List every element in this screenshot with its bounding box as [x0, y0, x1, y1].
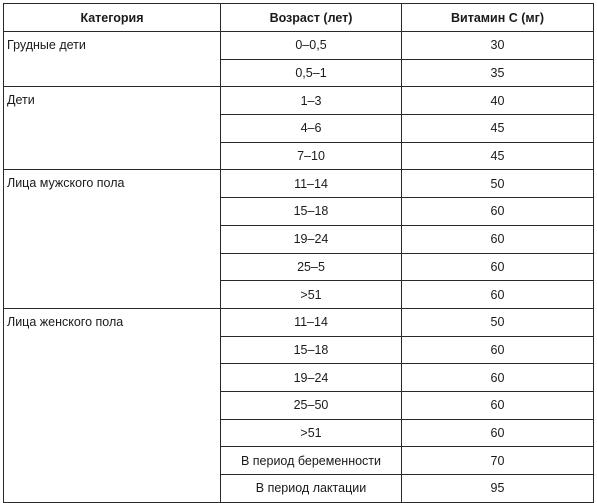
table-header-row — [4, 4, 594, 32]
header-age: Возраст (лет) — [221, 4, 402, 32]
vitamin-cell: 60 — [402, 419, 594, 447]
category-cell — [4, 475, 221, 503]
age-cell: 19–24 — [221, 225, 402, 253]
age-cell: >51 — [221, 419, 402, 447]
age-cell: 7–10 — [221, 142, 402, 170]
table-row — [4, 281, 594, 309]
table-row — [4, 225, 594, 253]
vitamin-cell: 50 — [402, 308, 594, 336]
vitamin-cell: 45 — [402, 115, 594, 143]
category-cell — [4, 142, 221, 170]
vitamin-cell: 45 — [402, 142, 594, 170]
age-cell: 4–6 — [221, 115, 402, 143]
table-row — [4, 419, 594, 447]
vitamin-cell: 50 — [402, 170, 594, 198]
vitamin-cell: 95 — [402, 475, 594, 503]
vitamin-cell: 60 — [402, 336, 594, 364]
category-cell — [4, 225, 221, 253]
table-row — [4, 32, 594, 60]
age-cell: 0–0,5 — [221, 32, 402, 60]
category-cell — [4, 447, 221, 475]
category-cell — [4, 419, 221, 447]
category-cell — [4, 391, 221, 419]
category-cell — [4, 59, 221, 87]
vitamin-cell: 70 — [402, 447, 594, 475]
age-cell: 25–5 — [221, 253, 402, 281]
age-cell: 15–18 — [221, 336, 402, 364]
age-cell: >51 — [221, 281, 402, 309]
table-row — [4, 364, 594, 392]
category-cell: Лица женского пола — [4, 308, 221, 336]
age-cell: 19–24 — [221, 364, 402, 392]
vitamin-cell: 35 — [402, 59, 594, 87]
age-cell: 25–50 — [221, 391, 402, 419]
vitamin-c-table — [3, 3, 594, 503]
vitamin-cell: 60 — [402, 253, 594, 281]
vitamin-cell: 60 — [402, 281, 594, 309]
category-cell — [4, 336, 221, 364]
table-row — [4, 308, 594, 336]
category-cell — [4, 198, 221, 226]
category-cell — [4, 253, 221, 281]
age-cell: В период беременности — [221, 447, 402, 475]
age-cell: В период лактации — [221, 475, 402, 503]
header-vitamin: Витамин С (мг) — [402, 4, 594, 32]
category-cell — [4, 281, 221, 309]
vitamin-cell: 40 — [402, 87, 594, 115]
age-cell: 15–18 — [221, 198, 402, 226]
vitamin-cell: 30 — [402, 32, 594, 60]
table-row — [4, 336, 594, 364]
category-cell — [4, 364, 221, 392]
age-cell: 0,5–1 — [221, 59, 402, 87]
header-category: Категория — [4, 4, 221, 32]
table-row — [4, 391, 594, 419]
category-cell: Лица мужского пола — [4, 170, 221, 198]
vitamin-cell: 60 — [402, 391, 594, 419]
table-row — [4, 59, 594, 87]
table-row — [4, 198, 594, 226]
age-cell: 1–3 — [221, 87, 402, 115]
vitamin-cell: 60 — [402, 364, 594, 392]
category-cell: Грудные дети — [4, 32, 221, 60]
table-row — [4, 253, 594, 281]
category-cell — [4, 115, 221, 143]
age-cell: 11–14 — [221, 170, 402, 198]
table-row — [4, 87, 594, 115]
table-row — [4, 170, 594, 198]
table-row — [4, 475, 594, 503]
category-cell: Дети — [4, 87, 221, 115]
table-row — [4, 142, 594, 170]
vitamin-cell: 60 — [402, 198, 594, 226]
vitamin-cell: 60 — [402, 225, 594, 253]
table-row — [4, 115, 594, 143]
table-row — [4, 447, 594, 475]
age-cell: 11–14 — [221, 308, 402, 336]
